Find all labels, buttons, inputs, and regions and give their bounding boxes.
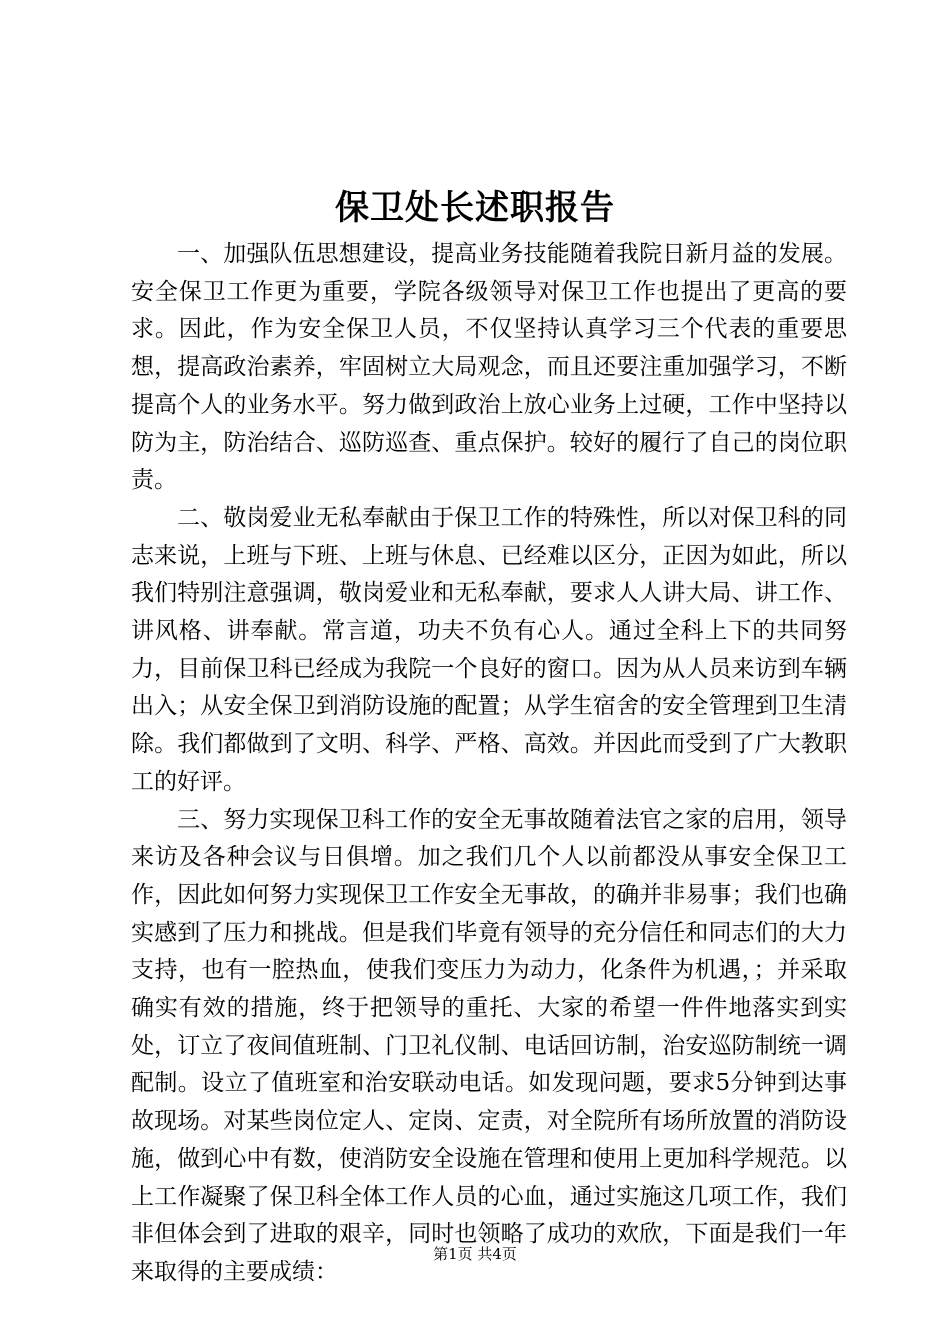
- paragraph-1: 一、加强队伍思想建设，提高业务技能随着我院日新月益的发展。安全保卫工作更为重要，学院各级领导对保卫工作也提出了更高的要求。因此，作为安全保卫人员，不仅坚持认真学习三个代表的重要思想，提高政治素养，牢固树立大局观念，而且还要注重加强学习，不断提高个人的业务水平。努力做到政治上放心业务上过硬，工作中坚持以防为主，防治结合、巡防巡查、重点保护。较好的履行了自己的岗位职责。: [131, 241, 847, 494]
- paragraph-3: 三、努力实现保卫科工作的安全无事故随着法官之家的启用，领导来访及各种会议与日俱增。加之我们几个人以前都没从事安全保卫工作，因此如何努力实现保卫工作安全无事故，的确并非易事；我们也确实感到了压力和挑战。但是我们毕竟有领导的充分信任和同志们的大力支持，也有一腔热血，使我们变压力为动力，化条件为机遇，；并采取确实有效的措施，终于把领导的重托、大家的希望一件件地落实到实处，订立了夜间值班制、门卫礼仪制、电话回访制，治安巡防制统一调配制。设立了值班室和治安联动电话。如发现问题，要求5分钟到达事故现场。对某些岗位定人、定岗、定责，对全院所有场所放置的消防设施，做到心中有数，使消防安全设施在管理和使用上更加科学规范。以上工作凝聚了保卫科全体工作人员的心血，通过实施这几项工作，我们非但体会到了进取的艰辛，同时也领略了成功的欢欣，下面是我们一年来取得的主要成绩：: [131, 806, 847, 1285]
- document-body: [131, 236, 847, 1292]
- page-number-footer: 第1页 共4页: [433, 1245, 517, 1263]
- paragraph-2: 二、敬岗爱业无私奉献由于保卫工作的特殊性，所以对保卫科的同志来说，上班与下班、上班与休息、已经难以区分，正因为如此，所以我们特别注意强调，敬岗爱业和无私奉献，要求人人讲大局、讲工作、讲风格、讲奉献。常言道，功夫不负有心人。通过全科上下的共同努力，目前保卫科已经成为我院一个良好的窗口。因为从人员来访到车辆出入；从安全保卫到消防设施的配置；从学生宿舍的安全管理到卫生清除。我们都做到了文明、科学、严格、高效。并因此而受到了广大教职工的好评。: [131, 504, 847, 795]
- page-title: 保卫处长述职报告: [335, 188, 615, 228]
